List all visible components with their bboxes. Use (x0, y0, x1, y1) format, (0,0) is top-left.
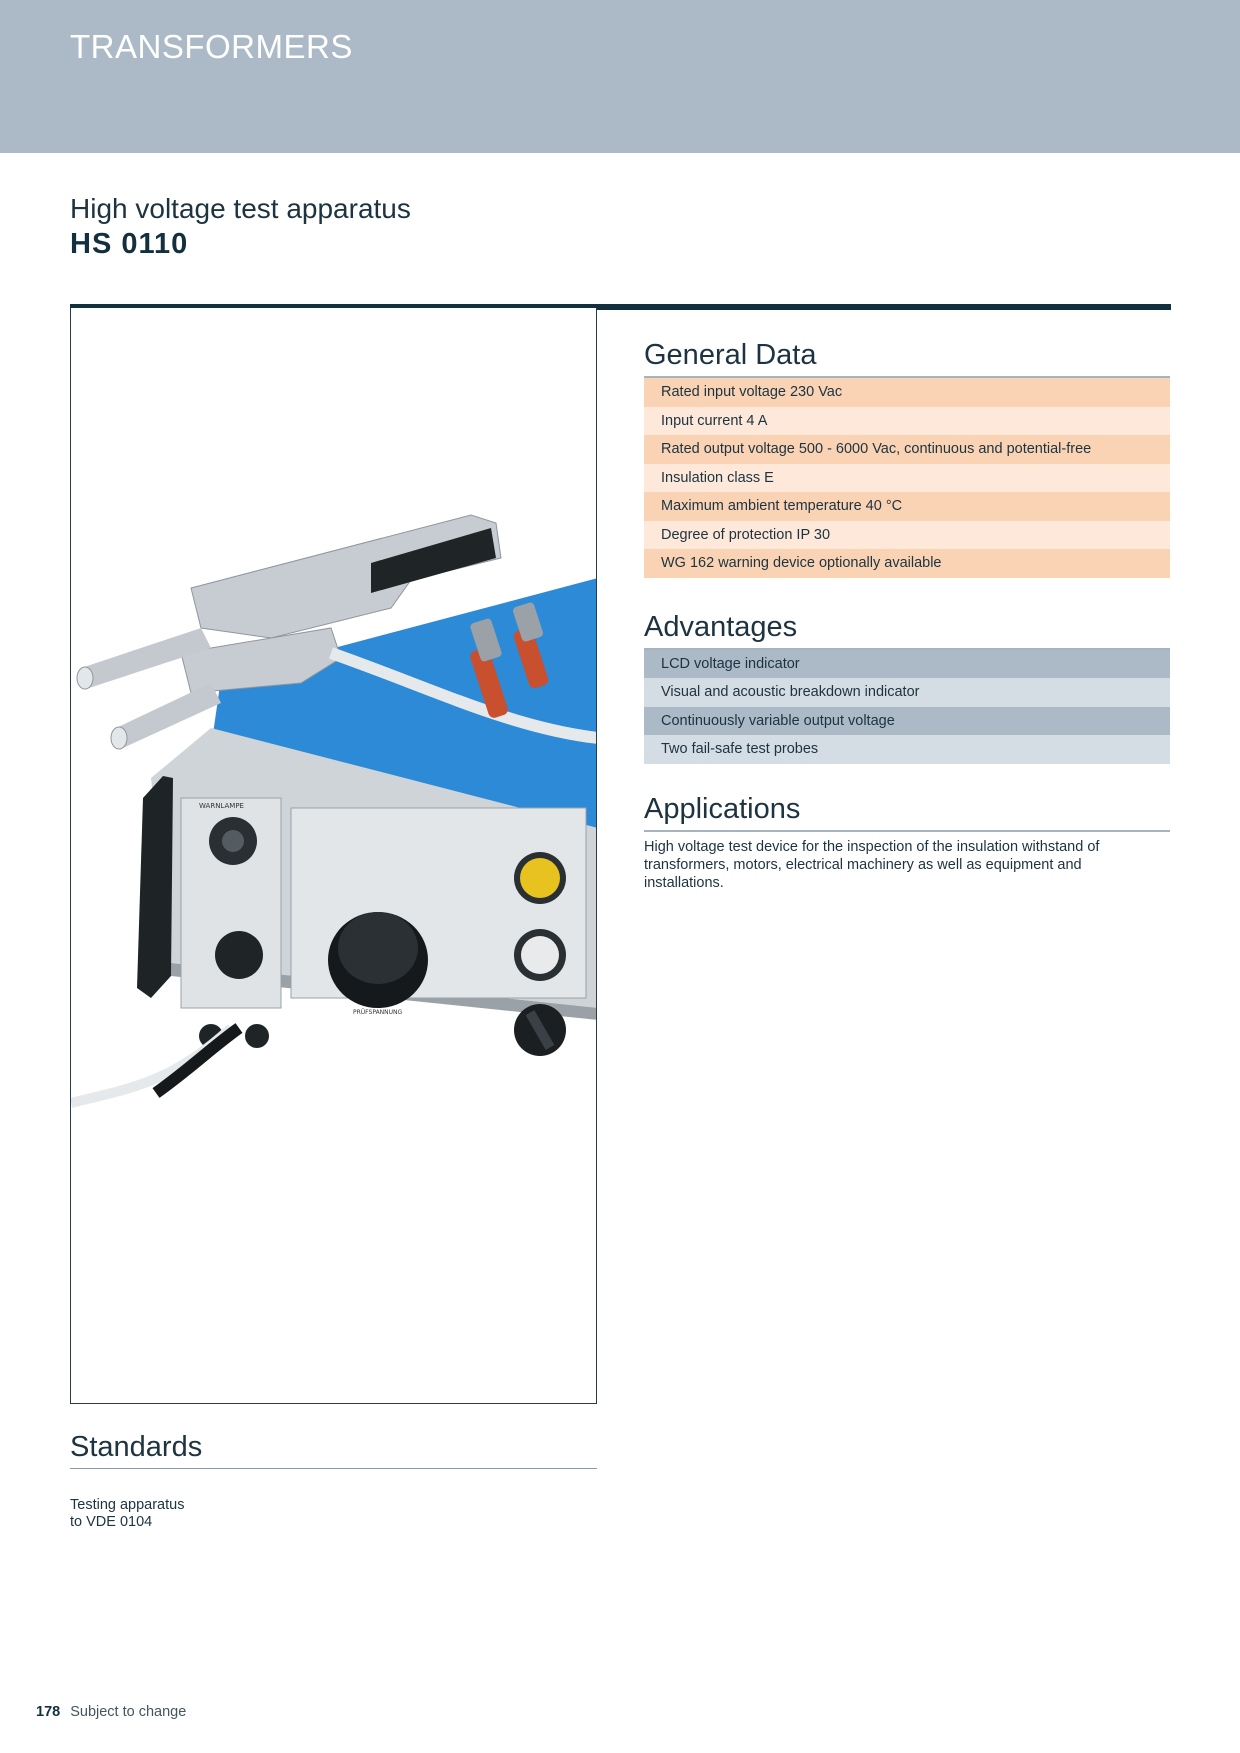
pruefspannung-label: PRÜFSPANNUNG (353, 1009, 403, 1016)
general-data-row: Rated input voltage 230 Vac (644, 378, 1170, 407)
page-footer (36, 1704, 186, 1720)
general-data-row: WG 162 warning device optionally available (644, 549, 1170, 578)
white-lamp (521, 936, 559, 974)
general-data-list (644, 378, 1170, 578)
right-column (644, 336, 1170, 892)
general-data-title: General Data (644, 336, 1170, 378)
general-data-row: Input current 4 A (644, 407, 1170, 436)
general-data-row: Insulation class E (644, 464, 1170, 493)
standards-line-2: to VDE 0104 (70, 1514, 153, 1530)
general-data-row: Degree of protection IP 30 (644, 521, 1170, 550)
product-subtitle: High voltage test apparatus (70, 193, 411, 224)
section-title: TRANSFORMERS (70, 28, 353, 65)
product-photo (70, 308, 597, 1404)
advantages-title: Advantages (644, 608, 1170, 650)
yellow-lamp (520, 858, 560, 898)
warnlampe-label: WARNLAMPE (199, 802, 244, 810)
advantage-row: Visual and acoustic breakdown indicator (644, 678, 1170, 707)
standards-section (70, 1428, 597, 1531)
general-data-row: Rated output voltage 500 - 6000 Vac, continuous and potential-free (644, 435, 1170, 464)
standards-text (70, 1497, 597, 1531)
advantage-row: Continuously variable output voltage (644, 707, 1170, 736)
header-band (0, 0, 1240, 153)
advantage-row: LCD voltage indicator (644, 650, 1170, 679)
advantages-list (644, 650, 1170, 764)
standards-line-1: Testing apparatus (70, 1497, 185, 1513)
product-title (70, 192, 411, 262)
applications-title: Applications (644, 790, 1170, 832)
standards-title: Standards (70, 1428, 597, 1469)
device-end-cap (137, 776, 173, 998)
footer-note: Subject to change (70, 1704, 187, 1720)
applications-text: High voltage test device for the inspection of the insulation withstand of transformers, motors, electrical machinery as well as equipment and installations. (644, 838, 1100, 891)
general-data-row: Maximum ambient temperature 40 °C (644, 492, 1170, 521)
test-apparatus-illustration (71, 308, 597, 1404)
advantage-row: Two fail-safe test probes (644, 735, 1170, 764)
key-switch (215, 931, 263, 979)
page-number: 178 (36, 1704, 61, 1720)
product-model: HS 0110 (70, 228, 189, 260)
